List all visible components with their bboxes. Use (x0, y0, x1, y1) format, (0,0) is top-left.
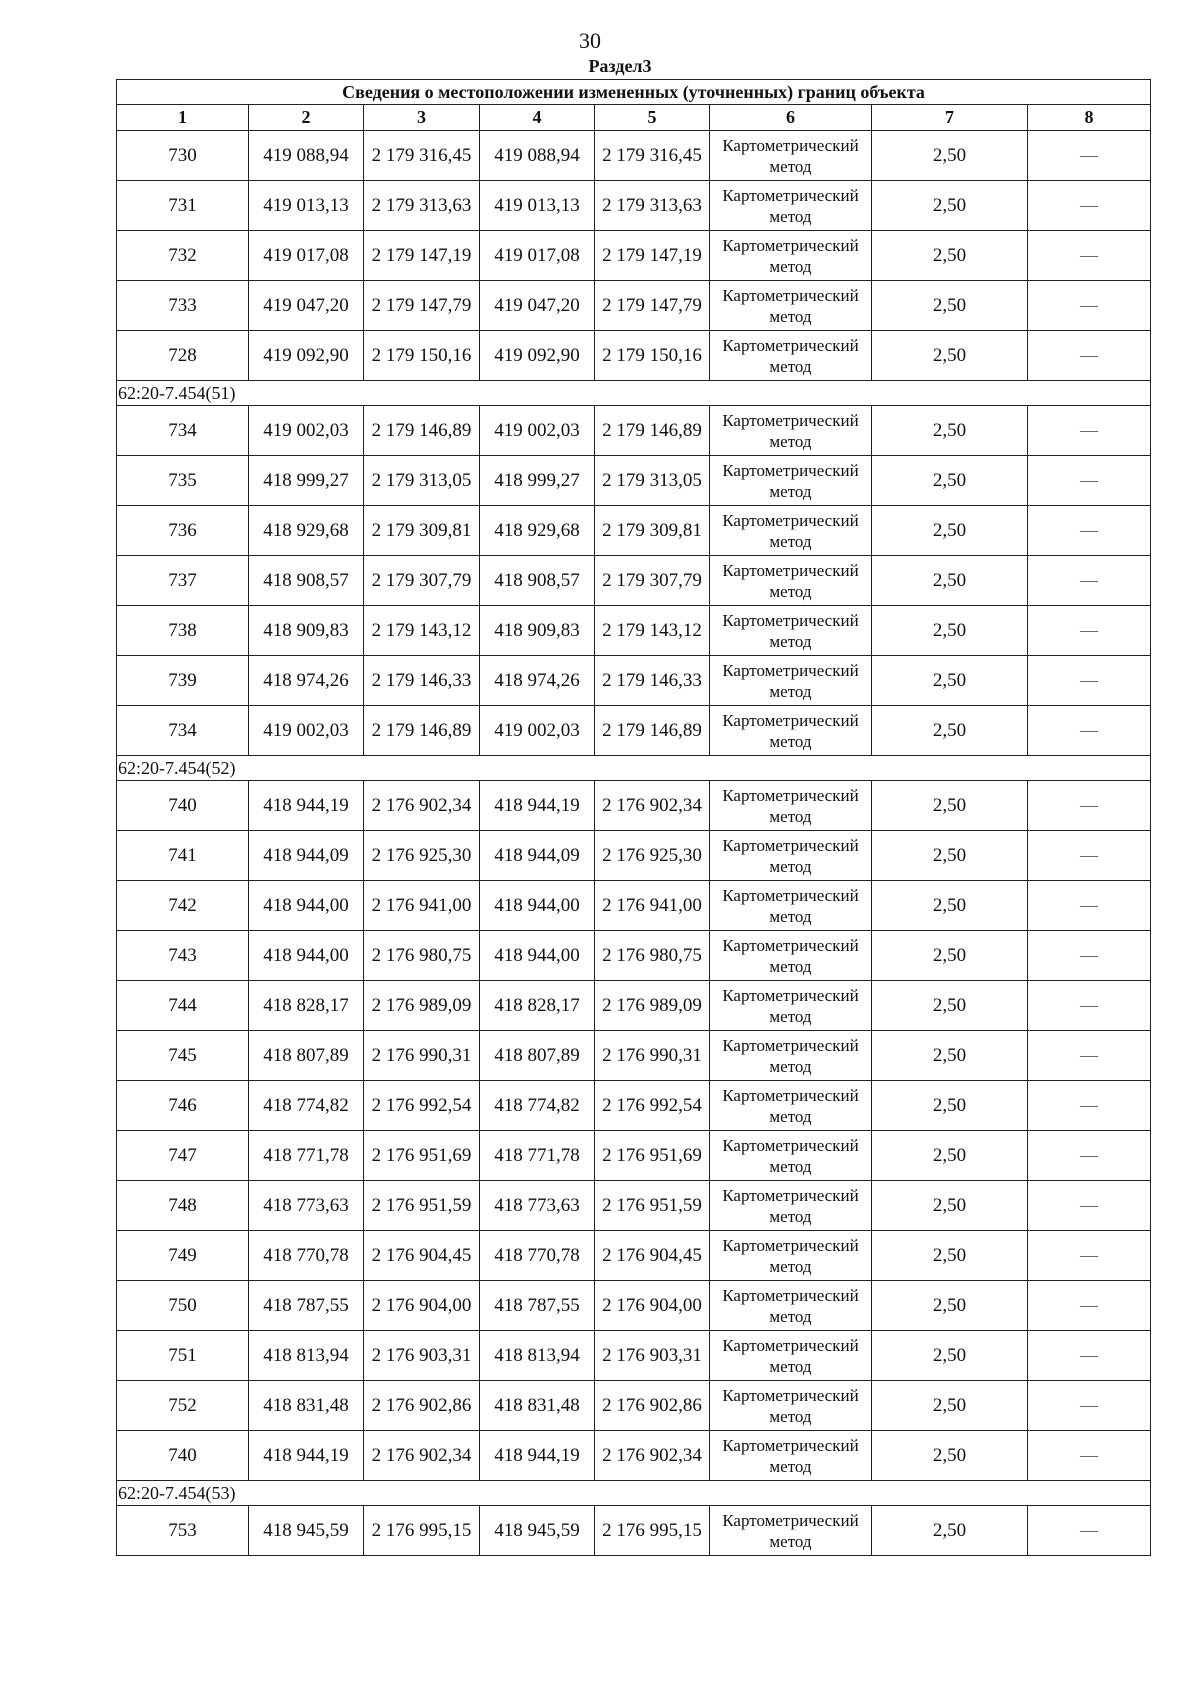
y-coordinate-old: 2 176 989,09 (364, 981, 480, 1031)
dash-cell: — (1028, 281, 1151, 331)
accuracy-cell: 2,50 (872, 981, 1028, 1031)
method-cell: Картометрический метод (710, 231, 872, 281)
method-cell: Картометрический метод (710, 706, 872, 756)
point-number: 740 (117, 781, 249, 831)
y-coordinate-old: 2 176 951,69 (364, 1131, 480, 1181)
column-number-4: 4 (480, 105, 595, 131)
y-coordinate-old: 2 176 902,34 (364, 781, 480, 831)
y-coordinate-new: 2 179 146,89 (595, 406, 710, 456)
y-coordinate-old: 2 176 990,31 (364, 1031, 480, 1081)
y-coordinate-new: 2 176 992,54 (595, 1081, 710, 1131)
group-label: 62:20-7.454(52) (117, 756, 1151, 781)
x-coordinate-old: 418 999,27 (249, 456, 364, 506)
table-row (117, 1131, 1151, 1181)
y-coordinate-old: 2 176 925,30 (364, 831, 480, 881)
table-row (117, 1331, 1151, 1381)
y-coordinate-new: 2 176 951,59 (595, 1181, 710, 1231)
accuracy-cell: 2,50 (872, 1231, 1028, 1281)
accuracy-cell: 2,50 (872, 1506, 1028, 1556)
x-coordinate-old: 418 944,09 (249, 831, 364, 881)
dash-cell: — (1028, 881, 1151, 931)
dash-cell: — (1028, 1381, 1151, 1431)
table-row (117, 706, 1151, 756)
point-number: 745 (117, 1031, 249, 1081)
point-number: 730 (117, 131, 249, 181)
section-heading: Раздел3 (588, 56, 652, 76)
y-coordinate-new: 2 179 146,33 (595, 656, 710, 706)
x-coordinate-old: 419 002,03 (249, 706, 364, 756)
dash-cell: — (1028, 656, 1151, 706)
method-cell: Картометрический метод (710, 1506, 872, 1556)
y-coordinate-new: 2 176 951,69 (595, 1131, 710, 1181)
method-cell: Картометрический метод (710, 1331, 872, 1381)
x-coordinate-old: 418 770,78 (249, 1231, 364, 1281)
y-coordinate-new: 2 176 990,31 (595, 1031, 710, 1081)
page-number: 30 (579, 28, 601, 53)
dash-cell: — (1028, 506, 1151, 556)
y-coordinate-new: 2 176 941,00 (595, 881, 710, 931)
method-cell: Картометрический метод (710, 1231, 872, 1281)
x-coordinate-new: 418 944,09 (480, 831, 595, 881)
accuracy-cell: 2,50 (872, 131, 1028, 181)
accuracy-cell: 2,50 (872, 331, 1028, 381)
y-coordinate-old: 2 179 313,05 (364, 456, 480, 506)
x-coordinate-new: 418 787,55 (480, 1281, 595, 1331)
dash-cell: — (1028, 1081, 1151, 1131)
accuracy-cell: 2,50 (872, 1181, 1028, 1231)
x-coordinate-old: 418 929,68 (249, 506, 364, 556)
point-number: 753 (117, 1506, 249, 1556)
method-cell: Картометрический метод (710, 456, 872, 506)
x-coordinate-new: 418 828,17 (480, 981, 595, 1031)
accuracy-cell: 2,50 (872, 556, 1028, 606)
column-number-6: 6 (710, 105, 872, 131)
y-coordinate-new: 2 176 989,09 (595, 981, 710, 1031)
x-coordinate-new: 418 945,59 (480, 1506, 595, 1556)
dash-cell: — (1028, 606, 1151, 656)
y-coordinate-old: 2 179 307,79 (364, 556, 480, 606)
method-cell: Картометрический метод (710, 281, 872, 331)
y-coordinate-new: 2 176 995,15 (595, 1506, 710, 1556)
accuracy-cell: 2,50 (872, 406, 1028, 456)
table-row (117, 1381, 1151, 1431)
table-row (117, 831, 1151, 881)
y-coordinate-new: 2 179 143,12 (595, 606, 710, 656)
table-row (117, 981, 1151, 1031)
accuracy-cell: 2,50 (872, 1131, 1028, 1181)
dash-cell: — (1028, 1281, 1151, 1331)
x-coordinate-new: 418 929,68 (480, 506, 595, 556)
x-coordinate-new: 419 088,94 (480, 131, 595, 181)
dash-cell: — (1028, 781, 1151, 831)
method-cell: Картометрический метод (710, 181, 872, 231)
table-title: Сведения о местоположении измененных (уточненных) границ объекта (117, 80, 1151, 105)
point-number: 734 (117, 406, 249, 456)
table-title-row (117, 80, 1151, 105)
dash-cell: — (1028, 1431, 1151, 1481)
point-number: 750 (117, 1281, 249, 1331)
accuracy-cell: 2,50 (872, 1381, 1028, 1431)
table-row (117, 606, 1151, 656)
table-row (117, 1431, 1151, 1481)
dash-cell: — (1028, 931, 1151, 981)
y-coordinate-old: 2 176 941,00 (364, 881, 480, 931)
method-cell: Картометрический метод (710, 406, 872, 456)
y-coordinate-new: 2 179 309,81 (595, 506, 710, 556)
method-cell: Картометрический метод (710, 1281, 872, 1331)
method-cell: Картометрический метод (710, 606, 872, 656)
x-coordinate-old: 418 787,55 (249, 1281, 364, 1331)
group-row (117, 1481, 1151, 1506)
x-coordinate-new: 418 909,83 (480, 606, 595, 656)
point-number: 748 (117, 1181, 249, 1231)
method-cell: Картометрический метод (710, 1031, 872, 1081)
dash-cell: — (1028, 406, 1151, 456)
point-number: 732 (117, 231, 249, 281)
x-coordinate-old: 418 774,82 (249, 1081, 364, 1131)
x-coordinate-new: 419 002,03 (480, 406, 595, 456)
y-coordinate-old: 2 179 309,81 (364, 506, 480, 556)
method-cell: Картометрический метод (710, 1181, 872, 1231)
table-row (117, 406, 1151, 456)
y-coordinate-new: 2 176 904,00 (595, 1281, 710, 1331)
y-coordinate-new: 2 176 904,45 (595, 1231, 710, 1281)
table-row (117, 1031, 1151, 1081)
table-row (117, 1231, 1151, 1281)
column-number-3: 3 (364, 105, 480, 131)
y-coordinate-new: 2 179 313,63 (595, 181, 710, 231)
accuracy-cell: 2,50 (872, 831, 1028, 881)
x-coordinate-new: 418 813,94 (480, 1331, 595, 1381)
x-coordinate-new: 418 944,19 (480, 781, 595, 831)
table-row (117, 656, 1151, 706)
point-number: 741 (117, 831, 249, 881)
accuracy-cell: 2,50 (872, 1281, 1028, 1331)
x-coordinate-old: 418 908,57 (249, 556, 364, 606)
y-coordinate-new: 2 179 146,89 (595, 706, 710, 756)
point-number: 744 (117, 981, 249, 1031)
x-coordinate-old: 418 944,19 (249, 1431, 364, 1481)
y-coordinate-new: 2 176 902,34 (595, 781, 710, 831)
dash-cell: — (1028, 706, 1151, 756)
x-coordinate-new: 419 047,20 (480, 281, 595, 331)
x-coordinate-old: 419 047,20 (249, 281, 364, 331)
x-coordinate-new: 418 974,26 (480, 656, 595, 706)
x-coordinate-new: 418 908,57 (480, 556, 595, 606)
x-coordinate-old: 419 013,13 (249, 181, 364, 231)
point-number: 751 (117, 1331, 249, 1381)
dash-cell: — (1028, 131, 1151, 181)
accuracy-cell: 2,50 (872, 181, 1028, 231)
x-coordinate-new: 418 773,63 (480, 1181, 595, 1231)
x-coordinate-new: 418 770,78 (480, 1231, 595, 1281)
point-number: 733 (117, 281, 249, 331)
x-coordinate-old: 418 831,48 (249, 1381, 364, 1431)
point-number: 731 (117, 181, 249, 231)
column-number-2: 2 (249, 105, 364, 131)
accuracy-cell: 2,50 (872, 881, 1028, 931)
x-coordinate-new: 418 774,82 (480, 1081, 595, 1131)
dash-cell: — (1028, 1506, 1151, 1556)
y-coordinate-old: 2 179 316,45 (364, 131, 480, 181)
y-coordinate-old: 2 179 313,63 (364, 181, 480, 231)
x-coordinate-old: 418 944,19 (249, 781, 364, 831)
point-number: 749 (117, 1231, 249, 1281)
y-coordinate-new: 2 176 980,75 (595, 931, 710, 981)
dash-cell: — (1028, 1231, 1151, 1281)
x-coordinate-old: 419 017,08 (249, 231, 364, 281)
column-number-5: 5 (595, 105, 710, 131)
y-coordinate-new: 2 176 925,30 (595, 831, 710, 881)
dash-cell: — (1028, 556, 1151, 606)
x-coordinate-new: 418 771,78 (480, 1131, 595, 1181)
y-coordinate-old: 2 179 147,19 (364, 231, 480, 281)
y-coordinate-old: 2 179 146,33 (364, 656, 480, 706)
group-label: 62:20-7.454(53) (117, 1481, 1151, 1506)
method-cell: Картометрический метод (710, 556, 872, 606)
y-coordinate-old: 2 179 147,79 (364, 281, 480, 331)
accuracy-cell: 2,50 (872, 1081, 1028, 1131)
column-number-7: 7 (872, 105, 1028, 131)
x-coordinate-new: 418 944,00 (480, 931, 595, 981)
y-coordinate-old: 2 176 903,31 (364, 1331, 480, 1381)
method-cell: Картометрический метод (710, 981, 872, 1031)
y-coordinate-old: 2 179 146,89 (364, 406, 480, 456)
accuracy-cell: 2,50 (872, 706, 1028, 756)
y-coordinate-old: 2 176 992,54 (364, 1081, 480, 1131)
method-cell: Картометрический метод (710, 1381, 872, 1431)
point-number: 743 (117, 931, 249, 981)
accuracy-cell: 2,50 (872, 281, 1028, 331)
method-cell: Картометрический метод (710, 781, 872, 831)
method-cell: Картометрический метод (710, 331, 872, 381)
point-number: 738 (117, 606, 249, 656)
method-cell: Картометрический метод (710, 881, 872, 931)
x-coordinate-old: 419 088,94 (249, 131, 364, 181)
table-row (117, 506, 1151, 556)
method-cell: Картометрический метод (710, 131, 872, 181)
dash-cell: — (1028, 456, 1151, 506)
x-coordinate-new: 418 999,27 (480, 456, 595, 506)
x-coordinate-new: 418 944,00 (480, 881, 595, 931)
group-row (117, 756, 1151, 781)
table-row (117, 281, 1151, 331)
accuracy-cell: 2,50 (872, 231, 1028, 281)
point-number: 728 (117, 331, 249, 381)
x-coordinate-old: 418 974,26 (249, 656, 364, 706)
point-number: 735 (117, 456, 249, 506)
dash-cell: — (1028, 981, 1151, 1031)
x-coordinate-old: 418 773,63 (249, 1181, 364, 1231)
method-cell: Картометрический метод (710, 1081, 872, 1131)
method-cell: Картометрический метод (710, 656, 872, 706)
y-coordinate-old: 2 179 150,16 (364, 331, 480, 381)
table-row (117, 331, 1151, 381)
y-coordinate-new: 2 176 902,86 (595, 1381, 710, 1431)
x-coordinate-old: 418 807,89 (249, 1031, 364, 1081)
x-coordinate-old: 419 092,90 (249, 331, 364, 381)
point-number: 747 (117, 1131, 249, 1181)
x-coordinate-old: 418 945,59 (249, 1506, 364, 1556)
point-number: 737 (117, 556, 249, 606)
method-cell: Картометрический метод (710, 931, 872, 981)
x-coordinate-new: 419 092,90 (480, 331, 595, 381)
accuracy-cell: 2,50 (872, 781, 1028, 831)
dash-cell: — (1028, 1331, 1151, 1381)
dash-cell: — (1028, 831, 1151, 881)
dash-cell: — (1028, 231, 1151, 281)
method-cell: Картометрический метод (710, 506, 872, 556)
x-coordinate-new: 419 017,08 (480, 231, 595, 281)
point-number: 740 (117, 1431, 249, 1481)
table-row (117, 1081, 1151, 1131)
y-coordinate-new: 2 176 902,34 (595, 1431, 710, 1481)
method-cell: Картометрический метод (710, 1131, 872, 1181)
dash-cell: — (1028, 331, 1151, 381)
x-coordinate-old: 418 944,00 (249, 881, 364, 931)
accuracy-cell: 2,50 (872, 606, 1028, 656)
table-row (117, 181, 1151, 231)
x-coordinate-old: 418 771,78 (249, 1131, 364, 1181)
accuracy-cell: 2,50 (872, 656, 1028, 706)
table-row (117, 456, 1151, 506)
x-coordinate-new: 418 944,19 (480, 1431, 595, 1481)
y-coordinate-old: 2 176 995,15 (364, 1506, 480, 1556)
point-number: 746 (117, 1081, 249, 1131)
y-coordinate-new: 2 179 313,05 (595, 456, 710, 506)
y-coordinate-new: 2 179 307,79 (595, 556, 710, 606)
x-coordinate-old: 418 944,00 (249, 931, 364, 981)
x-coordinate-new: 419 013,13 (480, 181, 595, 231)
y-coordinate-new: 2 179 150,16 (595, 331, 710, 381)
x-coordinate-old: 419 002,03 (249, 406, 364, 456)
accuracy-cell: 2,50 (872, 1031, 1028, 1081)
point-number: 742 (117, 881, 249, 931)
table-row (117, 1281, 1151, 1331)
point-number: 739 (117, 656, 249, 706)
method-cell: Картометрический метод (710, 831, 872, 881)
y-coordinate-old: 2 176 902,34 (364, 1431, 480, 1481)
table-row (117, 131, 1151, 181)
column-number-1: 1 (117, 105, 249, 131)
x-coordinate-old: 418 813,94 (249, 1331, 364, 1381)
method-cell: Картометрический метод (710, 1431, 872, 1481)
y-coordinate-old: 2 179 146,89 (364, 706, 480, 756)
table-row (117, 881, 1151, 931)
y-coordinate-old: 2 176 980,75 (364, 931, 480, 981)
group-row (117, 381, 1151, 406)
y-coordinate-old: 2 176 902,86 (364, 1381, 480, 1431)
x-coordinate-new: 419 002,03 (480, 706, 595, 756)
y-coordinate-old: 2 176 904,00 (364, 1281, 480, 1331)
y-coordinate-old: 2 179 143,12 (364, 606, 480, 656)
table-row (117, 231, 1151, 281)
table-row (117, 1181, 1151, 1231)
y-coordinate-new: 2 179 316,45 (595, 131, 710, 181)
dash-cell: — (1028, 181, 1151, 231)
x-coordinate-old: 418 909,83 (249, 606, 364, 656)
table-row (117, 781, 1151, 831)
y-coordinate-old: 2 176 951,59 (364, 1181, 480, 1231)
y-coordinate-new: 2 179 147,79 (595, 281, 710, 331)
dash-cell: — (1028, 1131, 1151, 1181)
table-row (117, 1506, 1151, 1556)
accuracy-cell: 2,50 (872, 1431, 1028, 1481)
accuracy-cell: 2,50 (872, 506, 1028, 556)
x-coordinate-new: 418 831,48 (480, 1381, 595, 1431)
point-number: 734 (117, 706, 249, 756)
y-coordinate-new: 2 176 903,31 (595, 1331, 710, 1381)
accuracy-cell: 2,50 (872, 931, 1028, 981)
boundary-table (116, 79, 1151, 1556)
group-label: 62:20-7.454(51) (117, 381, 1151, 406)
table-row (117, 931, 1151, 981)
table-body (117, 80, 1151, 1556)
point-number: 752 (117, 1381, 249, 1431)
point-number: 736 (117, 506, 249, 556)
x-coordinate-old: 418 828,17 (249, 981, 364, 1031)
table-row (117, 556, 1151, 606)
y-coordinate-new: 2 179 147,19 (595, 231, 710, 281)
dash-cell: — (1028, 1181, 1151, 1231)
accuracy-cell: 2,50 (872, 456, 1028, 506)
accuracy-cell: 2,50 (872, 1331, 1028, 1381)
column-number-8: 8 (1028, 105, 1151, 131)
column-number-row (117, 105, 1151, 131)
y-coordinate-old: 2 176 904,45 (364, 1231, 480, 1281)
dash-cell: — (1028, 1031, 1151, 1081)
x-coordinate-new: 418 807,89 (480, 1031, 595, 1081)
